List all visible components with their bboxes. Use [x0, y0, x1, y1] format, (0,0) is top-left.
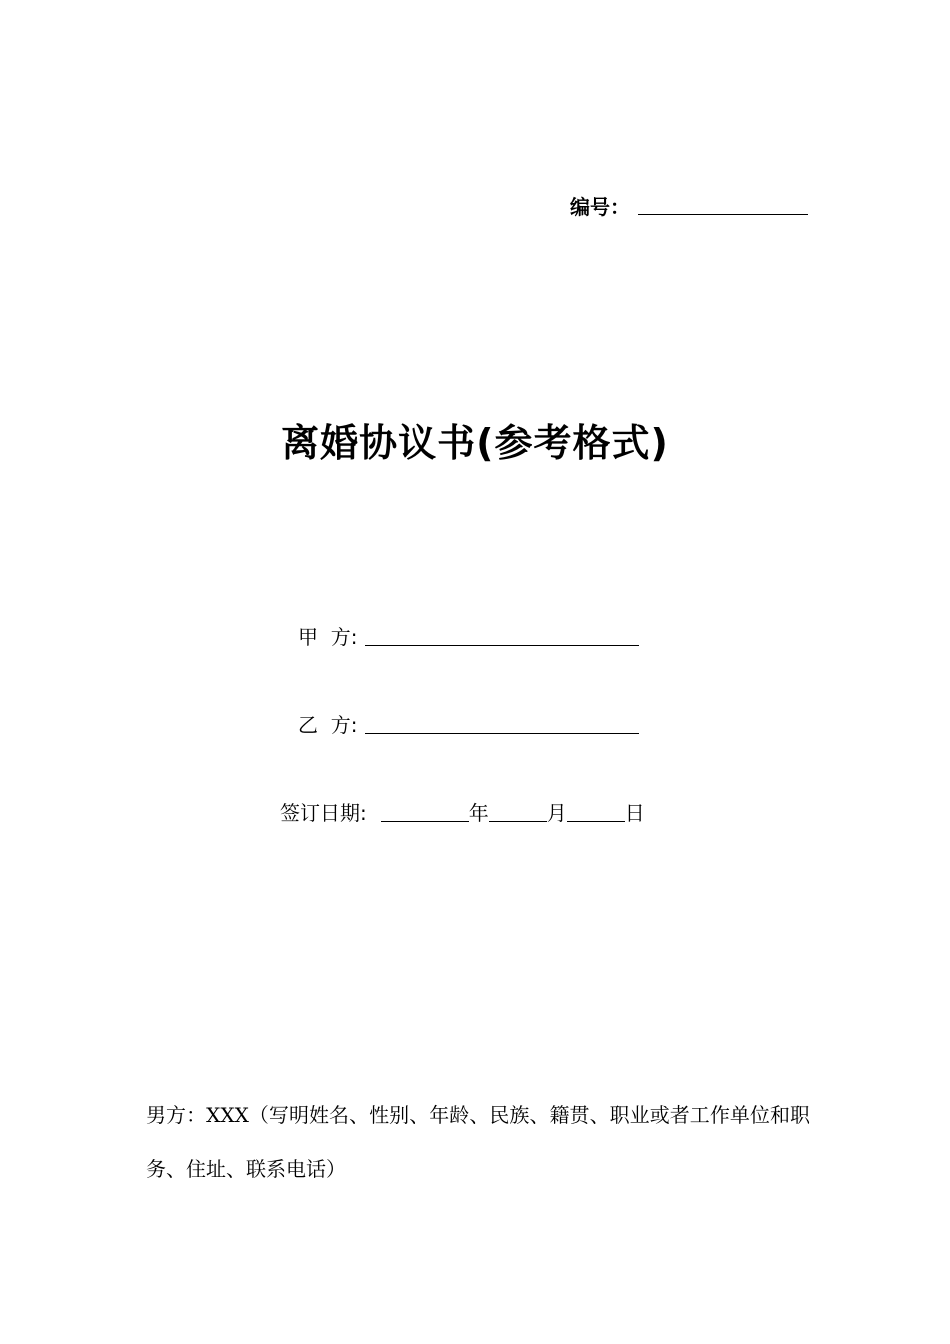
year-blank [381, 821, 469, 822]
doc-number-label: 编号： [570, 195, 630, 219]
party-a-label: 甲 方: [298, 625, 358, 649]
party-b-label: 乙 方: [298, 713, 358, 737]
party-a-field [298, 618, 639, 650]
sign-date-field [280, 794, 645, 826]
month-blank [489, 821, 547, 822]
month-label: 月 [546, 801, 567, 825]
year-label: 年 [468, 801, 489, 825]
party-b-field [298, 706, 639, 738]
sign-date-label: 签订日期: [280, 801, 367, 825]
doc-number-blank [638, 214, 808, 215]
male-party-paragraph: 男方：XXX（写明姓名、性别、年龄、民族、籍贯、职业或者工作单位和职务、住址、联系电话） [146, 1103, 810, 1181]
document-title: 离婚协议书(参考格式) [281, 421, 669, 465]
day-label: 日 [624, 801, 645, 825]
doc-number-field [570, 188, 808, 220]
party-b-blank [365, 733, 639, 734]
party-a-blank [365, 645, 639, 646]
day-blank [567, 821, 625, 822]
